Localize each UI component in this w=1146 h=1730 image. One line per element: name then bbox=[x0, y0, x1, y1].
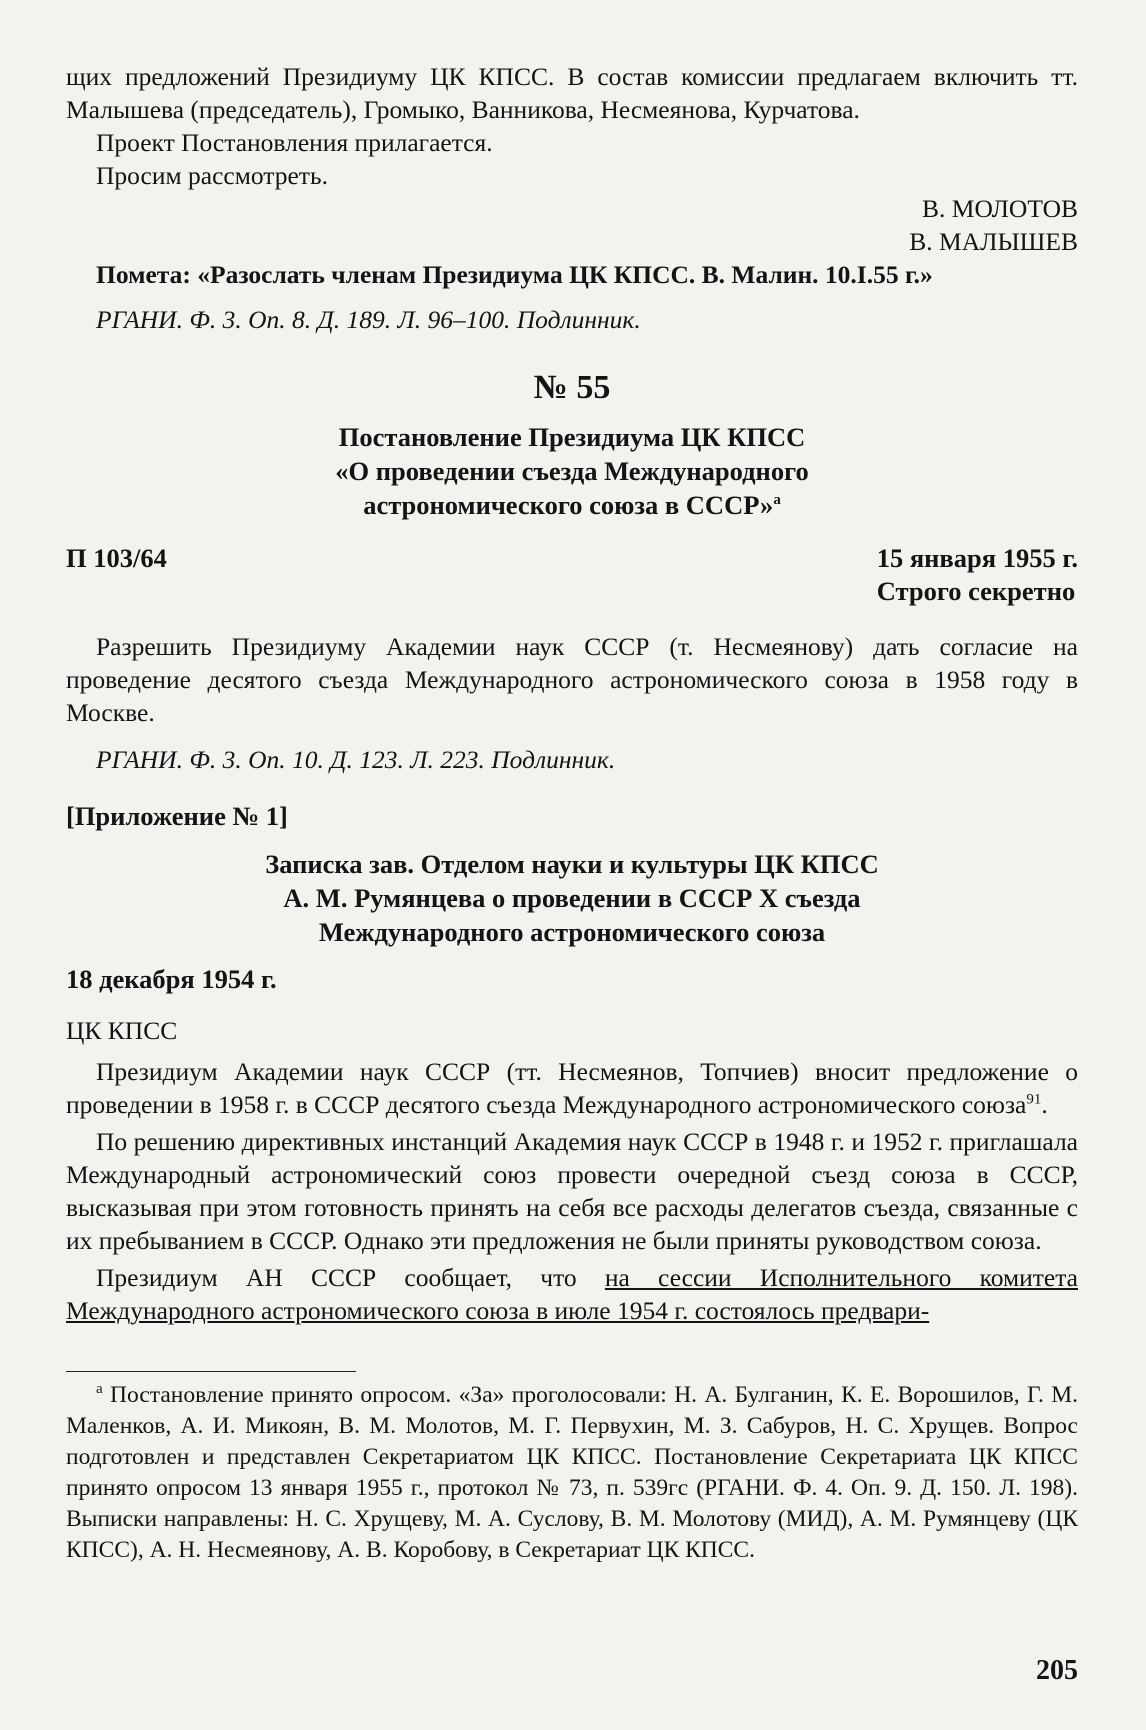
doc55-title-text: астрономического союза в СССР» bbox=[363, 490, 774, 520]
signer-molotov: В. МОЛОТОВ bbox=[922, 194, 1078, 223]
doc55-secrecy: Строго секретно bbox=[876, 576, 1076, 606]
note-label: Помета: bbox=[96, 260, 191, 289]
doc55-meta-row bbox=[66, 542, 1078, 608]
archive-source-1: РГАНИ. Ф. 3. Оп. 8. Д. 189. Л. 96–100. Подлинник. bbox=[96, 305, 641, 334]
page-number: 205 bbox=[1036, 1655, 1078, 1686]
appendix-paragraph-1-text: Президиум Академии наук СССР (тт. Несмеянов, Топчиев) вносит предложение о проведении в 1958 г. в СССР десятого съезда Международного астрономического союза bbox=[66, 1057, 1078, 1119]
resolution-note bbox=[66, 258, 1078, 291]
appendix-paragraph-1 bbox=[66, 1055, 1078, 1121]
intro-paragraph: щих предложений Президиуму ЦК КПСС. В состав комиссии предлагаем включить тт. Малышева (председатель), Громыко, Ванникова, Несмеянова, Курчатова. bbox=[66, 62, 1078, 124]
appendix-paragraph-2: По решению директивных инстанций Академия наук СССР в 1948 г. и 1952 г. приглашала Международный астрономический союз провести очередной съезд союза в СССР, высказывая при этом готовность принять на себя все расходы делегатов съезда, связанные с их пребыванием в СССР. Однако эти предложения не были приняты руководством союза. bbox=[66, 1127, 1078, 1255]
appendix-title-line-2: А. М. Румянцева о проведении в СССР X съезда bbox=[283, 883, 861, 913]
doc55-code: П 103/64 bbox=[66, 543, 167, 573]
doc55-date: 15 января 1955 г. bbox=[876, 543, 1078, 573]
document-page bbox=[66, 58, 1078, 1566]
doc55-title-line-3 bbox=[66, 488, 1078, 522]
appendix-title-line-3: Международного астрономического союза bbox=[318, 917, 826, 947]
footnote-ref-a: а bbox=[773, 492, 781, 509]
document-number: № 55 bbox=[533, 369, 611, 406]
appendix-paragraph-3-underlined: на сессии Исполнительного комитета Международного астрономического союза в июле 1954 г. состоялось предвари- bbox=[66, 1263, 1078, 1325]
endnote-ref-91: 91 bbox=[1026, 1091, 1042, 1108]
appendix-paragraph-3 bbox=[66, 1261, 1078, 1327]
appendix-paragraph-3-start: Президиум АН СССР сообщает, что bbox=[96, 1263, 605, 1292]
intro-request: Просим рассмотреть. bbox=[96, 161, 328, 190]
note-text: «Разослать членам Президиума ЦК КПСС. В. Малин. 10.I.55 г.» bbox=[197, 260, 933, 289]
footnote-a bbox=[66, 1380, 1078, 1566]
archive-source-2: РГАНИ. Ф. 3. Оп. 10. Д. 123. Л. 223. Подлинник. bbox=[96, 745, 616, 774]
doc55-title-line-2: «О проведении съезда Международного bbox=[335, 456, 809, 486]
footnote-divider bbox=[66, 1371, 356, 1372]
appendix-paragraph-1-end: . bbox=[1041, 1090, 1048, 1119]
footnote-text: Постановление принято опросом. «За» проголосовали: Н. А. Булганин, К. Е. Ворошилов, Г. М. Маленков, А. И. Микоян, В. М. Молотов, М. Г. Первухин, М. З. Сабуров, Н. С. Хрущев. Вопрос подготовлен и представлен Секретариатом ЦК КПСС. Постановление Секретариата ЦК КПСС принято опросом 13 января 1955 г., протокол № 73, п. 539гс (РГАНИ. Ф. 4. Оп. 9. Д. 150. Л. 198). Выписки направлены: Н. С. Хрущеву, М. А. Суслову, В. М. Молотову (МИД), А. М. Румянцеву (ЦК КПСС), А. Н. Несмеянову, А. В. Коробову, в Секретариат ЦК КПСС. bbox=[66, 1382, 1078, 1563]
appendix-date: 18 декабря 1954 г. bbox=[66, 964, 277, 994]
doc55-title-line-1: Постановление Президиума ЦК КПСС bbox=[338, 422, 806, 452]
footnote-mark: а bbox=[96, 1381, 103, 1398]
signer-malyshev: В. МАЛЫШЕВ bbox=[909, 227, 1078, 256]
appendix-title-line-1: Записка зав. Отделом науки и культуры ЦК КПСС bbox=[265, 849, 879, 879]
addressee: ЦК КПСС bbox=[66, 1016, 178, 1045]
intro-attachment-note: Проект Постановления прилагается. bbox=[96, 128, 493, 157]
appendix-label: [Приложение № 1] bbox=[66, 801, 288, 831]
doc55-body: Разрешить Президиуму Академии наук СССР (т. Несмеянову) дать согласие на проведение десятого съезда Международного астрономического союза в 1958 году в Москве. bbox=[66, 632, 1078, 727]
